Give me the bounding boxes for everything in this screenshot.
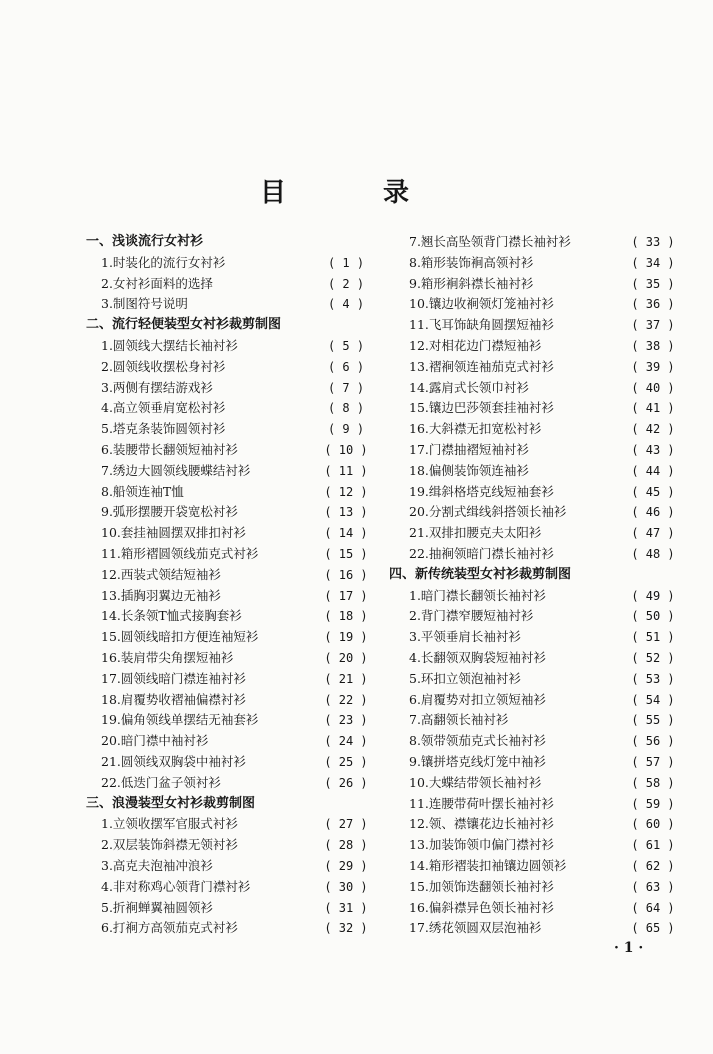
toc-entry (389, 898, 679, 919)
toc-entry (389, 440, 679, 461)
toc-entry (389, 731, 679, 752)
toc-entry-title: 18.肩覆势收褶袖偏襟衬衫 (101, 691, 246, 707)
toc-entry-title: 21.双排扣腰克夫太阳衫 (409, 525, 542, 541)
toc-entry-title: 16.装肩带尖角摆短袖衫 (101, 649, 234, 665)
toc-entry-title: 12.对相花边门襟短袖衫 (409, 337, 542, 353)
toc-entry-page: ( 44 ) (631, 463, 675, 478)
toc-entry-title: 9.镶拼塔克线灯笼中袖衫 (409, 753, 546, 769)
toc-entry-title: 15.镶边巴莎领套挂袖衬衫 (409, 400, 554, 416)
toc-entry-page: ( 60 ) (631, 817, 675, 832)
toc-entry-title: 一、浅谈流行女衬衫 (86, 234, 204, 249)
toc-entry-title: 22.抽裥领暗门襟长袖衬衫 (409, 545, 554, 561)
toc-entry-page: ( 31 ) (324, 900, 368, 915)
toc-entry-page: ( 38 ) (631, 338, 675, 353)
toc-entry-title: 22.低迭门盆子领衬衫 (101, 774, 221, 790)
toc-entry-title: 10.套挂袖圆摆双排扣衬衫 (101, 525, 246, 541)
toc-entry-page: ( 32 ) (324, 921, 368, 936)
toc-entry-page: ( 17 ) (324, 588, 368, 603)
toc-entry-title: 7.高翻领长袖衬衫 (409, 712, 509, 728)
toc-entry-page: ( 49 ) (631, 588, 675, 603)
toc-left-column (86, 232, 372, 939)
toc-entry-title: 17.绣花领圆双层泡袖衫 (409, 920, 542, 936)
toc-entry (86, 731, 372, 752)
toc-entry-title: 14.箱形褶装扣袖镶边圆领衫 (409, 857, 567, 873)
toc-entry-page: ( 51 ) (631, 630, 675, 645)
toc-entry (389, 710, 679, 731)
toc-entry-title: 8.领带领茄克式长袖衬衫 (409, 733, 546, 749)
toc-entry-title: 21.圆领线双胸袋中袖衬衫 (101, 753, 246, 769)
toc-entry (389, 877, 679, 898)
toc-entry (389, 835, 679, 856)
toc-entry-title: 19.缉斜格塔克线短袖套衫 (409, 483, 554, 499)
toc-entry (389, 773, 679, 794)
toc-entry-page: ( 21 ) (324, 671, 368, 686)
toc-entry (389, 482, 679, 503)
toc-entry-title: 5.折裥蝉翼袖圆领衫 (101, 899, 213, 915)
toc-entry-title: 17.门襟抽褶短袖衬衫 (409, 441, 529, 457)
toc-entry (389, 856, 679, 877)
toc-entry (389, 294, 679, 315)
toc-entry-page: ( 50 ) (631, 609, 675, 624)
toc-entry-page (320, 315, 372, 336)
toc-entry-title: 13.插胸羽翼边无袖衫 (101, 587, 221, 603)
toc-entry-page: ( 35 ) (631, 276, 675, 291)
toc-entry-title: 7.绣边大圆领线腰蝶结衬衫 (101, 462, 251, 478)
toc-entry-page: ( 56 ) (631, 734, 675, 749)
toc-entry-title: 三、浪漫装型女衬衫裁剪制图 (86, 795, 256, 811)
toc-entry-page: ( 29 ) (324, 858, 368, 873)
toc-entry-title: 7.翘长高坠领背门襟长袖衬衫 (409, 234, 571, 249)
toc-entry-page: ( 5 ) (327, 338, 365, 353)
toc-section-heading (86, 315, 372, 336)
toc-entry (86, 294, 372, 315)
toc-entry (86, 253, 372, 274)
toc-entry-title: 8.船领连袖T恤 (101, 483, 184, 499)
toc-entry-title: 20.分割式缉线斜搭领长袖衫 (409, 504, 567, 520)
toc-entry (86, 336, 372, 357)
toc-entry-title: 16.大斜襟无扣宽松衬衫 (409, 421, 542, 437)
toc-entry (86, 627, 372, 648)
toc-entry-title: 5.塔克条装饰圆领衬衫 (101, 421, 226, 437)
toc-entry-page (627, 565, 679, 586)
toc-entry-page: ( 47 ) (631, 526, 675, 541)
toc-entry-page: ( 13 ) (324, 505, 368, 520)
toc-entry (86, 502, 372, 523)
toc-right-column (389, 232, 679, 939)
toc-entry-title: 11.连腰带荷叶摆长袖衬衫 (409, 795, 554, 811)
toc-entry-title: 四、新传统装型女衬衫裁剪制图 (389, 566, 572, 582)
toc-entry-title: 1.立领收摆军官服式衬衫 (101, 816, 238, 832)
toc-entry-title: 二、流行轻便装型女衬衫裁剪制图 (86, 317, 282, 333)
toc-entry (86, 877, 372, 898)
toc-entry (86, 274, 372, 295)
toc-entry-page: ( 22 ) (324, 692, 368, 707)
toc-entry-page: ( 36 ) (631, 297, 675, 312)
toc-entry (389, 274, 679, 295)
toc-entry (389, 648, 679, 669)
toc-entry (389, 336, 679, 357)
toc-entry (86, 856, 372, 877)
toc-entry-page: ( 59 ) (631, 796, 675, 811)
toc-entry-page: ( 12 ) (324, 484, 368, 499)
toc-entry-title: 5.环扣立领泡袖衬衫 (409, 670, 521, 686)
toc-entry-page: ( 46 ) (631, 505, 675, 520)
toc-entry (86, 357, 372, 378)
toc-entry (86, 648, 372, 669)
toc-entry-title: 14.长条领T恤式接胸套衫 (101, 608, 242, 624)
toc-entry (86, 690, 372, 711)
toc-entry-page: ( 65 ) (631, 921, 675, 936)
toc-entry (389, 544, 679, 565)
toc-entry-page: ( 14 ) (324, 526, 368, 541)
toc-entry-page: ( 39 ) (631, 359, 675, 374)
toc-entry-title: 12.领、襟镶花边长袖衬衫 (409, 816, 554, 832)
toc-entry-title: 2.女衬衫面料的选择 (101, 275, 213, 291)
toc-entry (86, 752, 372, 773)
toc-entry-page: ( 11 ) (324, 463, 368, 478)
toc-entry (389, 232, 679, 253)
toc-entry (86, 898, 372, 919)
toc-entry (389, 378, 679, 399)
toc-entry-title: 12.西装式领结短袖衫 (101, 566, 221, 582)
toc-entry (389, 752, 679, 773)
toc-entry (86, 586, 372, 607)
toc-entry-title: 8.箱形装饰裥高领衬衫 (409, 254, 534, 270)
toc-entry-page: ( 55 ) (631, 713, 675, 728)
toc-entry-title: 10.镶边收裥领灯笼袖衬衫 (409, 296, 554, 312)
toc-entry-page: ( 37 ) (631, 318, 675, 333)
toc-entry (389, 523, 679, 544)
toc-entry-page (320, 232, 372, 253)
toc-entry (86, 710, 372, 731)
toc-entry-title: 17.圆领线暗门襟连袖衬衫 (101, 670, 246, 686)
toc-entry-title: 9.弧形摆腰开袋宽松衬衫 (101, 504, 238, 520)
toc-entry-title: 16.偏斜襟异色领长袖衬衫 (409, 899, 554, 915)
toc-entry (389, 419, 679, 440)
toc-entry-title: 4.长翻领双胸袋短袖衬衫 (409, 649, 546, 665)
toc-entry-page: ( 53 ) (631, 671, 675, 686)
toc-entry-page: ( 54 ) (631, 692, 675, 707)
toc-entry (389, 669, 679, 690)
toc-entry (389, 606, 679, 627)
toc-entry-page: ( 27 ) (324, 817, 368, 832)
toc-entry (86, 814, 372, 835)
toc-entry (389, 627, 679, 648)
toc-entry (86, 565, 372, 586)
toc-entry-page: ( 62 ) (631, 858, 675, 873)
toc-entry-page: ( 9 ) (327, 422, 365, 437)
toc-entry (86, 440, 372, 461)
toc-entry (389, 502, 679, 523)
toc-entry (86, 544, 372, 565)
toc-entry-title: 6.肩覆势对扣立领短袖衫 (409, 691, 546, 707)
toc-entry (389, 398, 679, 419)
toc-entry (86, 606, 372, 627)
toc-entry-page: ( 7 ) (327, 380, 365, 395)
toc-entry-page: ( 64 ) (631, 900, 675, 915)
toc-entry-page: ( 52 ) (631, 650, 675, 665)
toc-entry (389, 814, 679, 835)
toc-entry (389, 586, 679, 607)
toc-entry-title: 18.偏侧装饰领连袖衫 (409, 462, 529, 478)
toc-entry (389, 794, 679, 815)
toc-section-heading (389, 565, 679, 586)
toc-entry (389, 461, 679, 482)
toc-entry (389, 690, 679, 711)
toc-entry-page: ( 23 ) (324, 713, 368, 728)
toc-entry (389, 918, 679, 939)
toc-entry-page (320, 794, 372, 815)
toc-entry (389, 315, 679, 336)
toc-entry-page: ( 19 ) (324, 630, 368, 645)
toc-entry (86, 918, 372, 939)
toc-entry-title: 14.露肩式长领巾衬衫 (409, 379, 529, 395)
toc-entry-title: 9.箱形裥斜襟长袖衬衫 (409, 275, 534, 291)
toc-entry-title: 2.双层装饰斜襟无领衬衫 (101, 837, 238, 853)
page-title: 目 录 (259, 178, 454, 208)
toc-entry-page: ( 40 ) (631, 380, 675, 395)
toc-entry-title: 3.制图符号说明 (101, 296, 188, 312)
toc-entry-title: 13.加装饰领巾偏门襟衬衫 (409, 837, 554, 853)
toc-entry-page: ( 8 ) (327, 401, 365, 416)
toc-entry-page: ( 20 ) (324, 650, 368, 665)
toc-entry-page: ( 57 ) (631, 754, 675, 769)
toc-entry-page: ( 10 ) (324, 442, 368, 457)
toc-entry-page: ( 16 ) (324, 567, 368, 582)
toc-entry (86, 773, 372, 794)
toc-entry-page: ( 24 ) (324, 734, 368, 749)
toc-entry-page: ( 25 ) (324, 754, 368, 769)
toc-entry-page: ( 63 ) (631, 879, 675, 894)
toc-entry-title: 3.两侧有摆结游戏衫 (101, 379, 213, 395)
toc-entry-page: ( 34 ) (631, 255, 675, 270)
toc-entry-page: ( 58 ) (631, 775, 675, 790)
toc-section-heading (86, 794, 372, 815)
toc-entry-page: ( 61 ) (631, 838, 675, 853)
toc-entry-title: 15.加领饰迭翻领长袖衬衫 (409, 878, 554, 894)
toc-entry-page: ( 4 ) (327, 297, 365, 312)
toc-entry (86, 482, 372, 503)
toc-entry-page: ( 15 ) (324, 546, 368, 561)
toc-entry (86, 669, 372, 690)
toc-entry-title: 2.圆领线收摆松身衬衫 (101, 358, 226, 374)
toc-entry-page: ( 43 ) (631, 442, 675, 457)
toc-entry-title: 15.圆领线暗扣方便连袖短衫 (101, 629, 259, 645)
toc-entry-page: ( 2 ) (327, 276, 365, 291)
page-number: · 1 · (614, 940, 644, 956)
toc-entry (86, 378, 372, 399)
toc-entry-title: 3.平领垂肩长袖衬衫 (409, 629, 521, 645)
toc-entry-title: 6.打裥方高领茄克式衬衫 (101, 920, 238, 936)
toc-entry (389, 357, 679, 378)
toc-entry (86, 398, 372, 419)
toc-entry-page: ( 48 ) (631, 546, 675, 561)
toc-entry-title: 10.大蝶结带领长袖衬衫 (409, 774, 542, 790)
toc-entry-page: ( 45 ) (631, 484, 675, 499)
toc-entry (86, 835, 372, 856)
toc-entry-page: ( 42 ) (631, 422, 675, 437)
toc-entry (389, 253, 679, 274)
toc-entry-page: ( 28 ) (324, 838, 368, 853)
toc-entry-title: 11.飞耳饰缺角圆摆短袖衫 (409, 317, 554, 333)
toc-entry-title: 6.装腰带长翻领短袖衬衫 (101, 441, 238, 457)
toc-entry-title: 1.暗门襟长翻领长袖衬衫 (409, 587, 546, 603)
toc-entry-title: 19.偏角领线单摆结无袖套衫 (101, 712, 259, 728)
toc-entry-title: 1.时装化的流行女衬衫 (101, 254, 226, 270)
toc-section-heading (86, 232, 372, 253)
toc-entry-title: 4.非对称鸡心领背门襟衬衫 (101, 878, 251, 894)
toc-entry (86, 523, 372, 544)
toc-entry-title: 3.高克夫泡袖冲浪衫 (101, 857, 213, 873)
toc-entry-page: ( 6 ) (327, 359, 365, 374)
toc-entry-title: 13.褶裥领连袖茄克式衬衫 (409, 358, 554, 374)
toc-entry (86, 461, 372, 482)
toc-entry (86, 419, 372, 440)
toc-entry-page: ( 18 ) (324, 609, 368, 624)
toc-entry-title: 2.背门襟窄腰短袖衬衫 (409, 608, 534, 624)
toc-entry-page: ( 26 ) (324, 775, 368, 790)
toc-entry-page: ( 1 ) (327, 255, 365, 270)
toc-entry-page: ( 30 ) (324, 879, 368, 894)
toc-entry-title: 11.箱形褶圆领线茄克式衬衫 (101, 545, 259, 561)
toc-entry-page: ( 33 ) (631, 235, 675, 249)
toc-entry-title: 4.高立领垂肩宽松衬衫 (101, 400, 226, 416)
toc-entry-title: 20.暗门襟中袖衬衫 (101, 733, 209, 749)
toc-entry-page: ( 41 ) (631, 401, 675, 416)
toc-entry-title: 1.圆领线大摆结长袖衬衫 (101, 337, 238, 353)
